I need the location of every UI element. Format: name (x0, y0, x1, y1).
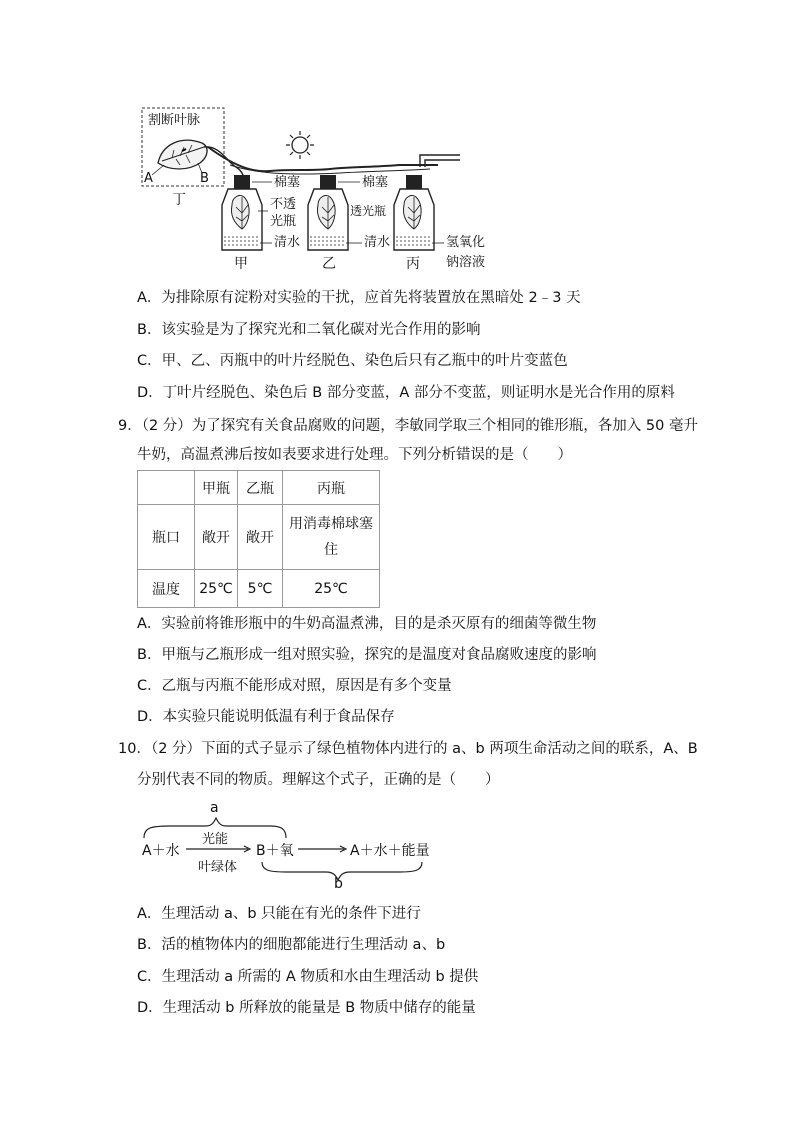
table-header-bing: 丙瓶 (283, 471, 380, 505)
table-header-yi: 乙瓶 (238, 471, 283, 505)
q8-option-c: C．甲、乙、丙瓶中的叶片经脱色、染色后只有乙瓶中的叶片变蓝色 (137, 353, 568, 369)
q8-option-b: B．该实验是为了探究光和二氧化碳对光合作用的影响 (137, 322, 481, 338)
label-yi: 乙 (322, 256, 336, 272)
table-header-blank (138, 471, 195, 505)
label-water-1: 清水 (274, 235, 301, 250)
label-naoh-line2: 钠溶液 (446, 255, 486, 270)
label-b: B (200, 171, 209, 186)
q10-option-b: B．活的植物体内的细胞都能进行生理活动 a、b (137, 937, 446, 953)
table-row1-bing-line1: 用消毒棉球塞 (289, 516, 373, 532)
label-jia: 甲 (234, 256, 248, 272)
q9-stem-line2: 牛奶，高温煮沸后按如表要求进行处理。下列分析错误的是（ ） (137, 447, 572, 463)
eq-label-a: a (210, 800, 219, 816)
label-transparent: 透光瓶 (350, 204, 387, 218)
table-row1-bing-line2: 住 (324, 542, 338, 558)
label-naoh-line1: 氢氧化 (446, 235, 486, 250)
q8-option-d: D．丁叶片经脱色、染色后 B 部分变蓝，A 部分不变蓝，则证明水是光合作用的原料 (137, 385, 675, 401)
eq-left: A＋水 (142, 843, 180, 859)
label-a: A (144, 171, 153, 186)
experiment-apparatus-drawing (140, 105, 500, 280)
q10-stem-line1: 10．（2 分）下面的式子显示了绿色植物体内进行的 a、b 两项生命活动之间的联系，A、B (118, 741, 698, 757)
q9-table (137, 470, 380, 608)
table-row1-jia: 敞开 (195, 505, 238, 570)
eq-light: 光能 (202, 832, 229, 847)
q9-stem-line1: 9．（2 分）为了探究有关食品腐败的问题，李敏同学取三个相同的锥形瓶，各加入 50 毫升 (118, 418, 698, 434)
table-row2-jia: 25℃ (195, 570, 238, 608)
label-bing: 丙 (406, 256, 420, 272)
eq-chloroplast: 叶绿体 (198, 860, 238, 875)
label-cotton-2: 棉塞 (362, 175, 389, 190)
q10-option-c: C．生理活动 a 所需的 A 物质和水由生理活动 b 提供 (137, 969, 479, 985)
label-opaque-line2: 光瓶 (270, 214, 297, 229)
q10-stem-line2: 分别代表不同的物质。理解这个式子，正确的是（ ） (137, 772, 500, 788)
table-header-jia: 甲瓶 (195, 471, 238, 505)
table-row2-label: 温度 (138, 570, 195, 608)
table-row1-bing (283, 505, 380, 570)
q9-option-a: A．实验前将锥形瓶中的牛奶高温煮沸，目的是杀灭原有的细菌等微生物 (137, 616, 597, 632)
label-water-2: 清水 (364, 235, 391, 250)
label-cotton-1: 棉塞 (274, 175, 301, 190)
bottle-bing (394, 175, 434, 250)
eq-middle: B＋氧 (256, 843, 294, 859)
sun-icon (286, 131, 314, 159)
table-row2-bing: 25℃ (283, 570, 380, 608)
table-row2-yi: 5℃ (238, 570, 283, 608)
experiment-figure (140, 105, 500, 280)
q9-option-b: B．甲瓶与乙瓶形成一组对照实验，探究的是温度对食品腐败速度的影响 (137, 647, 597, 663)
table-row1-yi: 敞开 (238, 505, 283, 570)
q9-option-d: D．本实验只能说明低温有利于食品保存 (137, 709, 395, 725)
eq-label-b: b (334, 876, 343, 892)
q10-option-d: D．生理活动 b 所释放的能量是 B 物质中储存的能量 (137, 1000, 476, 1016)
q8-option-a: A．为排除原有淀粉对实验的干扰，应首先将装置放在黑暗处 2﹣3 天 (137, 290, 581, 306)
q9-option-c: C．乙瓶与丙瓶不能形成对照，原因是有多个变量 (137, 678, 452, 694)
bottle-yi (308, 175, 348, 250)
label-cut-vein: 割断叶脉 (148, 113, 201, 128)
label-opaque-line1: 不透 (270, 197, 297, 212)
bottle-jia (222, 175, 262, 250)
q10-option-a: A．生理活动 a、b 只能在有光的条件下进行 (137, 906, 421, 922)
q10-equation (140, 800, 460, 890)
eq-right: A＋水＋能量 (350, 843, 430, 859)
plant-stem (208, 147, 438, 171)
label-ding: 丁 (172, 192, 186, 208)
table-row1-label: 瓶口 (138, 505, 195, 570)
